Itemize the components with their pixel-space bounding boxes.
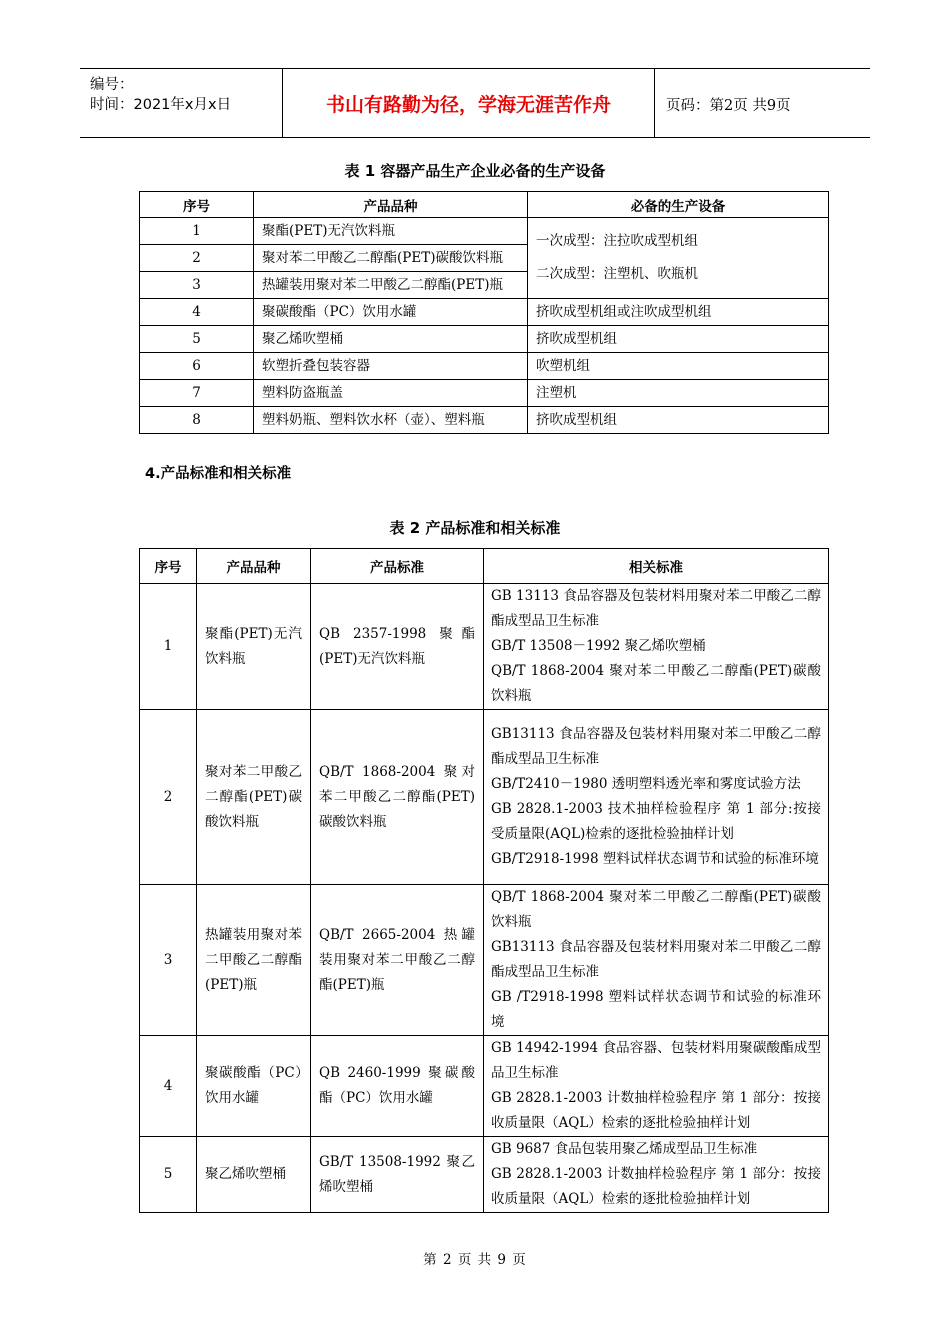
page-header xyxy=(80,68,870,138)
column-header: 产品标准 xyxy=(311,549,484,584)
table-row xyxy=(140,710,829,885)
table2-caption: 表 2 产品标准和相关标准 xyxy=(389,519,561,537)
table-header-row xyxy=(140,549,829,584)
column-header: 产品品种 xyxy=(197,549,311,584)
page-footer: 第 2 页 共 9 页 xyxy=(423,1252,527,1268)
row-number: 5 xyxy=(140,1137,197,1213)
row-number: 1 xyxy=(140,218,254,245)
equipment-cell: 吹塑机组 xyxy=(528,353,829,380)
table-row xyxy=(140,407,829,434)
row-number: 5 xyxy=(140,326,254,353)
product-cell: 聚乙烯吹塑桶 xyxy=(197,1137,311,1213)
row-number: 8 xyxy=(140,407,254,434)
equipment-cell xyxy=(528,218,829,299)
document-date-label: 时间：2021年x月x日 xyxy=(90,97,232,113)
equipment-table xyxy=(139,191,829,434)
product-cell: 软塑折叠包装容器 xyxy=(254,353,528,380)
table-row xyxy=(140,1137,829,1213)
row-number: 2 xyxy=(140,245,254,272)
section-heading: 4.产品标准和相关标准 xyxy=(145,466,292,482)
related-standard: GB 13113 食品容器及包装材料用聚对苯二甲酸乙二醇酯成型品卫生标准 xyxy=(491,588,821,629)
table-row xyxy=(140,218,829,245)
related-standard: GB 2828.1-2003 计数抽样检验程序 第 1 部分：按接收质量限（AQL）检索的逐批检验抽样计划 xyxy=(491,1166,821,1207)
row-number: 2 xyxy=(140,710,197,885)
table1-caption: 表 1 容器产品生产企业必备的生产设备 xyxy=(344,162,606,180)
equipment-line: 一次成型：注拉吹成型机组 xyxy=(536,233,698,249)
related-standard: QB/T 1868-2004 聚对苯二甲酸乙二醇酯(PET)碳酸饮料瓶 xyxy=(491,663,821,704)
product-cell: 聚乙烯吹塑桶 xyxy=(254,326,528,353)
table-row xyxy=(140,380,829,407)
equipment-cell: 注塑机 xyxy=(528,380,829,407)
related-standard: GB/T2410－1980 透明塑料透光率和雾度试验方法 xyxy=(491,776,801,792)
related-standard: GB 14942-1994 食品容器、包装材料用聚碳酸酯成型品卫生标准 xyxy=(491,1040,821,1081)
product-standard-cell: QB/T 2665-2004 热罐装用聚对苯二甲酸乙二醇酯(PET)瓶 xyxy=(311,885,484,1036)
related-standard: GB 2828.1-2003 计数抽样检验程序 第 1 部分：按接收质量限（AQL）检索的逐批检验抽样计划 xyxy=(491,1090,821,1131)
product-standard-cell: QB/T 1868-2004 聚对苯二甲酸乙二醇酯(PET)碳酸饮料瓶 xyxy=(311,710,484,885)
column-header: 序号 xyxy=(140,192,254,218)
equipment-cell: 挤吹成型机组 xyxy=(528,326,829,353)
product-cell: 热罐装用聚对苯二甲酸乙二醇酯(PET)瓶 xyxy=(197,885,311,1036)
product-cell: 聚对苯二甲酸乙二醇酯(PET)碳酸饮料瓶 xyxy=(254,245,528,272)
related-standards-cell xyxy=(484,1137,829,1213)
related-standard: GB/T2918-1998 塑料试样状态调节和试验的标准环境 xyxy=(491,851,819,867)
product-cell: 塑料防盗瓶盖 xyxy=(254,380,528,407)
table-row xyxy=(140,299,829,326)
related-standards-cell xyxy=(484,885,829,1036)
product-cell: 热罐装用聚对苯二甲酸乙二醇酯(PET)瓶 xyxy=(254,272,528,299)
related-standards-cell xyxy=(484,1036,829,1137)
related-standard: QB/T 1868-2004 聚对苯二甲酸乙二醇酯(PET)碳酸饮料瓶 xyxy=(491,889,821,930)
product-standard-cell: QB 2357-1998 聚酯(PET)无汽饮料瓶 xyxy=(311,584,484,710)
equipment-cell: 挤吹成型机组或注吹成型机组 xyxy=(528,299,829,326)
column-header: 产品品种 xyxy=(254,192,528,218)
product-standard-cell: QB 2460-1999 聚碳酸酯（PC）饮用水罐 xyxy=(311,1036,484,1137)
related-standard: GB 9687 食品包装用聚乙烯成型品卫生标准 xyxy=(491,1141,758,1157)
header-info xyxy=(80,69,283,137)
column-header: 相关标准 xyxy=(484,549,829,584)
table-row xyxy=(140,584,829,710)
header-page-label: 页码：第2页 共9页 xyxy=(666,98,791,114)
table-header-row xyxy=(140,192,829,218)
table-row xyxy=(140,885,829,1036)
related-standard: GB13113 食品容器及包装材料用聚对苯二甲酸乙二醇酯成型品卫生标准 xyxy=(491,726,821,767)
row-number: 6 xyxy=(140,353,254,380)
table-row xyxy=(140,1036,829,1137)
product-cell: 聚碳酸酯（PC）饮用水罐 xyxy=(254,299,528,326)
product-standard-cell: GB/T 13508-1992 聚乙烯吹塑桶 xyxy=(311,1137,484,1213)
related-standard: GB /T2918-1998 塑料试样状态调节和试验的标准环境 xyxy=(491,989,821,1030)
document-number-label: 编号： xyxy=(90,77,134,93)
product-cell: 塑料奶瓶、塑料饮水杯（壶）、塑料瓶 xyxy=(254,407,528,434)
table-row xyxy=(140,326,829,353)
equipment-line: 二次成型：注塑机、吹瓶机 xyxy=(536,266,698,282)
header-motto: 书山有路勤为径，学海无涯苦作舟 xyxy=(283,69,655,137)
related-standards-cell xyxy=(484,584,829,710)
row-number: 1 xyxy=(140,584,197,710)
related-standard: GB 2828.1-2003 技术抽样检验程序 第 1 部分:按接受质量限(AQL)检索的逐批检验抽样计划 xyxy=(491,801,821,842)
column-header: 必备的生产设备 xyxy=(528,192,829,218)
table-row xyxy=(140,353,829,380)
row-number: 4 xyxy=(140,299,254,326)
row-number: 4 xyxy=(140,1036,197,1137)
related-standard: GB13113 食品容器及包装材料用聚对苯二甲酸乙二醇酯成型品卫生标准 xyxy=(491,939,821,980)
product-cell: 聚对苯二甲酸乙二醇酯(PET)碳酸饮料瓶 xyxy=(197,710,311,885)
product-cell: 聚碳酸酯（PC）饮用水罐 xyxy=(197,1036,311,1137)
row-number: 7 xyxy=(140,380,254,407)
column-header: 序号 xyxy=(140,549,197,584)
row-number: 3 xyxy=(140,272,254,299)
related-standards-cell xyxy=(484,710,829,885)
product-cell: 聚酯(PET)无汽饮料瓶 xyxy=(197,584,311,710)
equipment-cell: 挤吹成型机组 xyxy=(528,407,829,434)
related-standard: GB/T 13508－1992 聚乙烯吹塑桶 xyxy=(491,638,706,654)
product-cell: 聚酯(PET)无汽饮料瓶 xyxy=(254,218,528,245)
row-number: 3 xyxy=(140,885,197,1036)
standards-table xyxy=(139,548,829,1213)
